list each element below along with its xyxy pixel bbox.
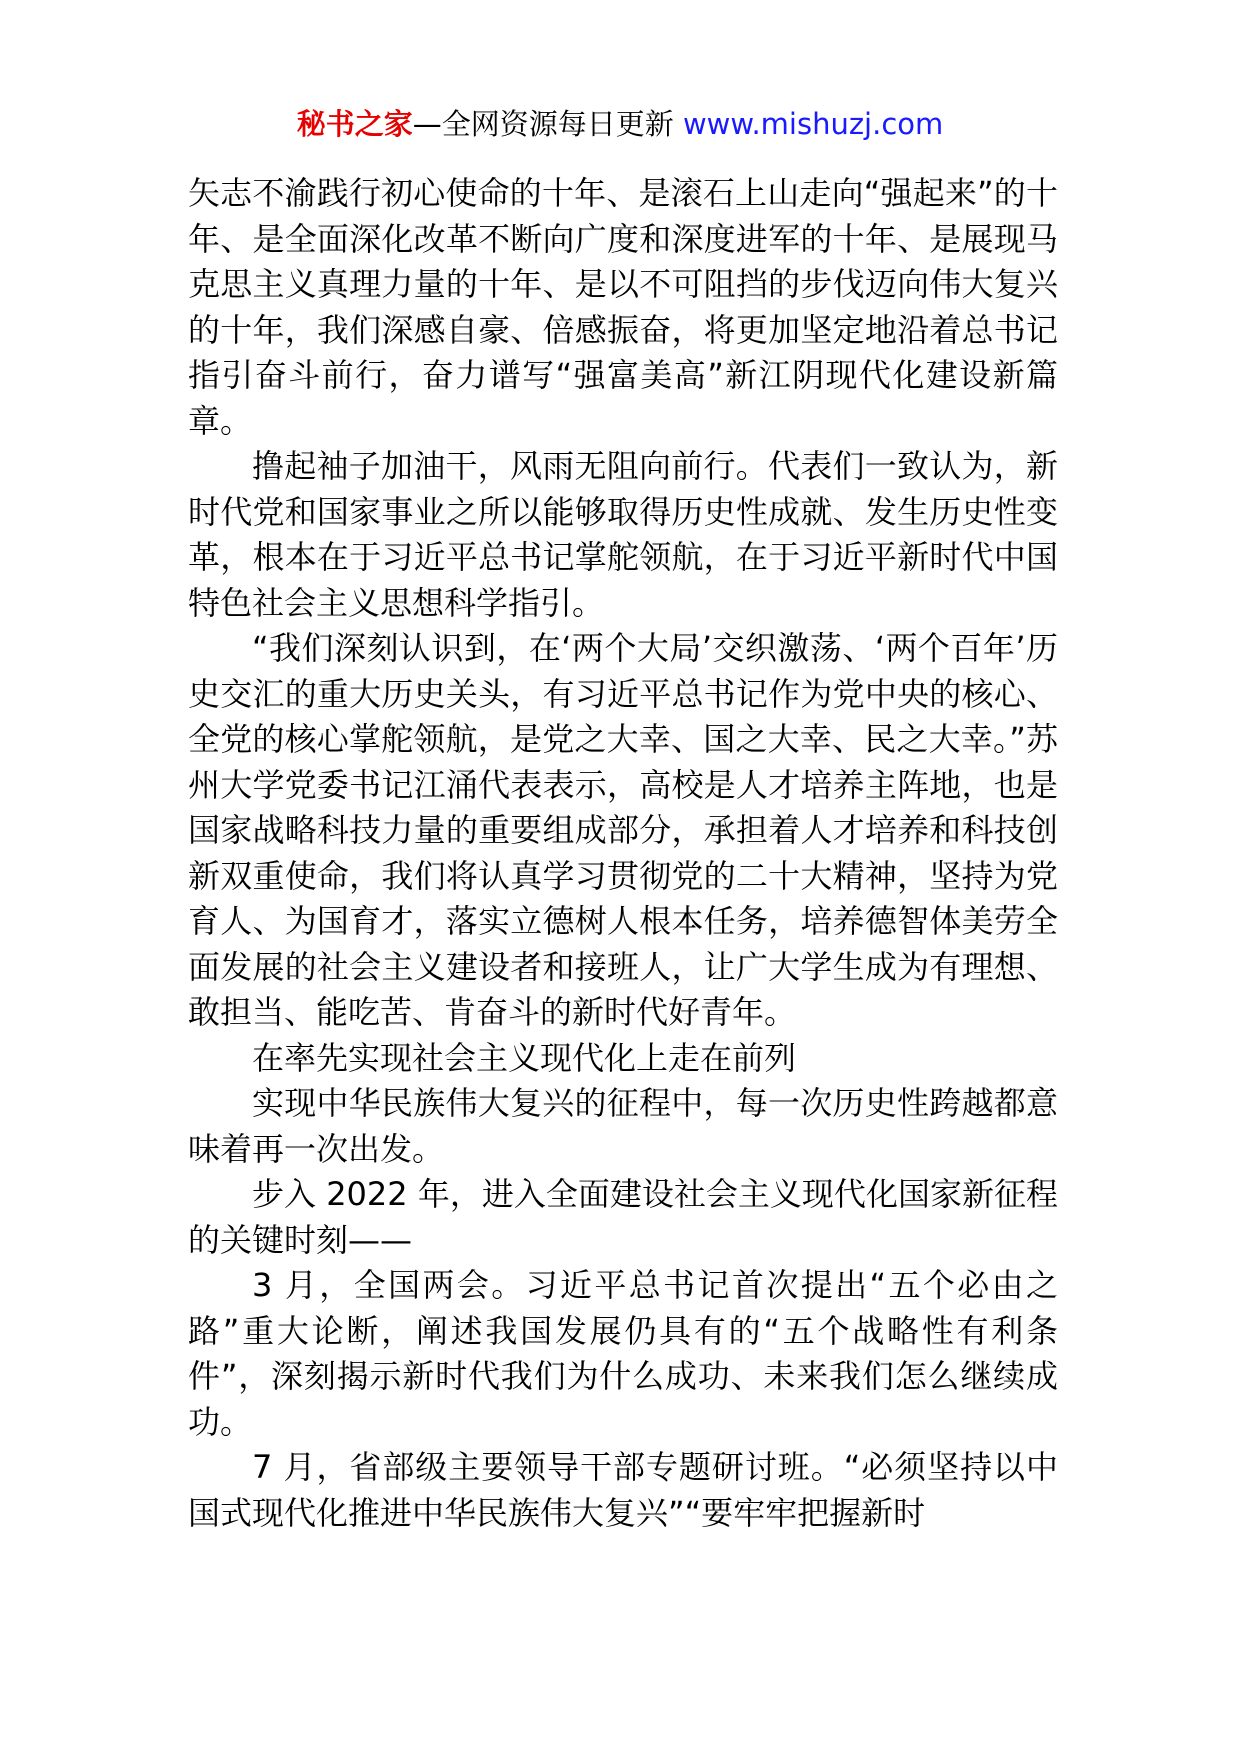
paragraph: 撸起袖子加油干，风雨无阻向前行。代表们一致认为，新时代党和国家事业之所以能够取得历史性成就、发生历史性变革，根本在于习近平总书记掌舵领航，在于习近平新时代中国特色社会主义思想科学指引。 xyxy=(188,447,1058,622)
header-slogan: —全网资源每日更新 xyxy=(412,107,683,141)
paragraph: 7 月，省部级主要领导干部专题研讨班。“必须坚持以中国式现代化推进中华民族伟大复兴”“要牢牢把握新时 xyxy=(188,1448,1058,1532)
site-url-link[interactable]: www.mishuzj.com xyxy=(682,107,944,141)
paragraph-continued: 矢志不渝践行初心使命的十年、是滚石上山走向“强起来”的十年、是全面深化改革不断向广度和深度进军的十年、是展现马克思主义真理力量的十年、是以不可阻挡的步伐迈向伟大复兴的十年，我们深感自豪、倍感振奋，将更加坚定地沿着总书记指引奋斗前行，奋力谱写“强富美高”新江阴现代化建设新篇章。 xyxy=(188,174,1058,440)
paragraph: 3 月，全国两会。习近平总书记首次提出“五个必由之路”重大论断，阐述我国发展仍具有的“五个战略性有利条件”，深刻揭示新时代我们为什么成功、未来我们怎么继续成功。 xyxy=(188,1266,1058,1441)
brand-name: 秘书之家 xyxy=(296,107,413,141)
paragraph: 步入 2022 年，进入全面建设社会主义现代化国家新征程的关键时刻—— xyxy=(188,1175,1058,1259)
paragraph-quote: “我们深刻认识到，在‘两个大局’交织激荡、‘两个百年’历史交汇的重大历史关头，有习近平总书记作为党中央的核心、全党的核心掌舵领航，是党之大幸、国之大幸、民之大幸。”苏州大学党委书记江涌代表表示，高校是人才培养主阵地，也是国家战略科技力量的重要组成部分，承担着人才培养和科技创新双重使命，我们将认真学习贯彻党的二十大精神，坚持为党育人、为国育才，落实立德树人根本任务，培养德智体美劳全面发展的社会主义建设者和接班人，让广大学生成为有理想、敢担当、能吃苦、肯奋斗的新时代好青年。 xyxy=(188,629,1058,1031)
site-header xyxy=(0,104,1240,144)
document-body xyxy=(188,171,1058,1536)
section-subheading: 在率先实现社会主义现代化上走在前列 xyxy=(252,1038,797,1077)
paragraph: 实现中华民族伟大复兴的征程中，每一次历史性跨越都意味着再一次出发。 xyxy=(188,1084,1058,1168)
